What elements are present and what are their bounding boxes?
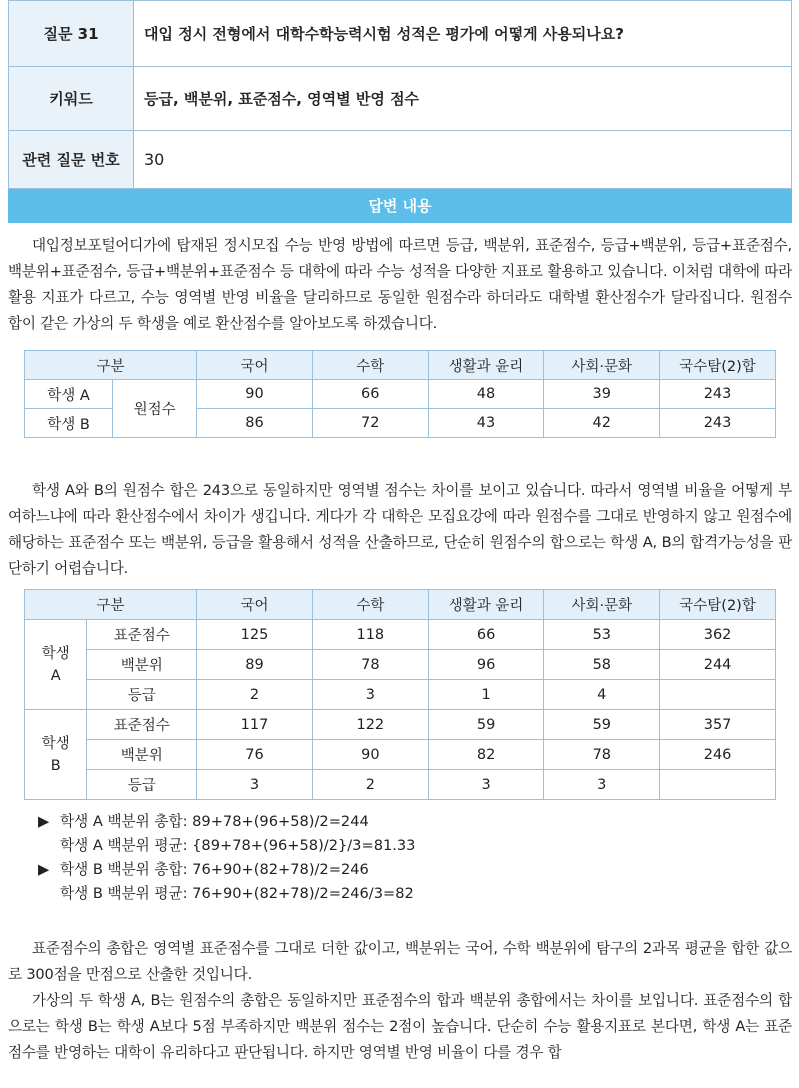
triangle-marker-icon: ▶ [38,861,50,878]
table-cell: 89 [197,650,313,680]
calc-line-b-average: 학생 B 백분위 평균: 76+90+(82+78)/2=246/3=82 [60,885,414,902]
conclusion-paragraph-text: 가상의 두 학생 A, B는 원점수의 총합은 동일하지만 표준점수의 합과 백분위 총합에서는 차이를 보입니다. 표준점수의 합으로는 학생 B는 학생 A보다 5점 부족하지만 백분위 점수는 2점이 높습니다. 단순히 수능 활용지표로 본다면, 학생 A는 표준점수를 반영하는 대학이 유리하다고 판단됩니다. 하지만 영역별 반영 비율이 다를 경우 합 [8,992,792,1061]
table-cell: 78 [544,740,660,770]
student-b-label-line2: B [50,757,61,774]
table-cell: 42 [544,409,660,438]
raw-score-table [24,350,776,438]
conclusion-paragraph [8,988,792,1066]
table2-header-ethics: 생활과 윤리 [428,590,544,620]
table-cell: 243 [660,409,776,438]
score-type-label: 등급 [87,770,197,800]
table-row [25,680,776,710]
keyword-label: 키워드 [9,67,134,131]
table-cell [660,770,776,800]
score-detail-table [24,589,776,800]
table-row [25,620,776,650]
score-type-label: 백분위 [87,740,197,770]
table2-header-math: 수학 [312,590,428,620]
percentile-calculation-list [38,810,415,906]
table-cell: 3 [544,770,660,800]
table2-header-total: 국수탐(2)합 [660,590,776,620]
score-type-label: 원점수 [113,380,197,438]
table2-header-society: 사회·문화 [544,590,660,620]
calc-line-a-total [38,810,415,834]
table-cell: 58 [544,650,660,680]
score-type-label: 백분위 [87,650,197,680]
table-cell: 246 [660,740,776,770]
table-cell: 2 [312,770,428,800]
table-cell: 59 [428,710,544,740]
question-header-table [8,0,792,189]
score-type-label: 표준점수 [87,620,197,650]
table1-header-ethics: 생활과 윤리 [428,351,544,380]
intro-paragraph-text: 대입정보포털어디가에 탑재된 정시모집 수능 반영 방법에 따르면 등급, 백분위, 표준점수, 등급+백분위, 등급+표준점수, 백분위+표준점수, 등급+백분위+표준점수 등 대학에 따라 수능 성적을 다양한 지표로 활용하고 있습니다. 이처럼 대학에 따라 활용 지표가 다르고, 수능 영역별 반영 비율을 달리하므로 동일한 원점수라 하더라도 대학별 환산점수가 달라집니다. 원점수 합이 같은 가상의 두 학생을 예로 환산점수를 알아보도록 하겠습니다. [8,237,792,332]
table-cell: 82 [428,740,544,770]
table-cell: 1 [428,680,544,710]
comparison-paragraph-text: 학생 A와 B의 원점수 합은 243으로 동일하지만 영역별 점수는 차이를 보이고 있습니다. 따라서 영역별 비율을 어떻게 부여하느냐에 따라 환산점수에서 차이가 생깁니다. 게다가 각 대학은 모집요강에 따라 원점수를 그대로 반영하지 않고 원점수에 해당하는 표준점수 또는 백분위, 등급을 활용해서 성적을 산출하므로, 단순히 원점수의 합으로는 학생 A, B의 합격가능성을 판단하기 어렵습니다. [8,482,792,577]
table-cell: 86 [197,409,313,438]
table1-header-society: 사회·문화 [544,351,660,380]
student-label: 학생 B [25,409,113,438]
table-row [25,770,776,800]
table-cell: 78 [312,650,428,680]
table-cell: 3 [312,680,428,710]
student-b-label [25,710,87,800]
table1-header-category: 구분 [25,351,197,380]
table2-header-category: 구분 [25,590,197,620]
calc-b-total-text: 학생 B 백분위 총합: 76+90+(82+78)/2=246 [60,861,369,878]
table-cell: 90 [312,740,428,770]
table-cell: 122 [312,710,428,740]
table-cell: 53 [544,620,660,650]
table-cell: 3 [428,770,544,800]
table-cell: 243 [660,380,776,409]
table-cell: 66 [312,380,428,409]
table-cell: 4 [544,680,660,710]
question-title: 대입 정시 전형에서 대학수학능력시험 성적은 평가에 어떻게 사용되나요? [134,1,792,67]
table1-header-math: 수학 [312,351,428,380]
calc-line-a-average: 학생 A 백분위 평균: {89+78+(96+58)/2}/3=81.33 [60,837,416,854]
question-number-label: 질문 31 [9,1,134,67]
summary-paragraph-text: 표준점수의 총합은 영역별 표준점수를 그대로 더한 값이고, 백분위는 국어, 수학 백분위에 탐구의 2과목 평균을 합한 값으로 300점을 만점으로 산출한 것입니다. [8,940,792,983]
score-type-label: 표준점수 [87,710,197,740]
table-cell: 76 [197,740,313,770]
table-cell [660,680,776,710]
table-cell: 244 [660,650,776,680]
table2-header-korean: 국어 [197,590,313,620]
student-a-label [25,620,87,710]
calc-a-total-text: 학생 A 백분위 총합: 89+78+(96+58)/2=244 [60,813,369,830]
table-cell: 43 [428,409,544,438]
table1-header-korean: 국어 [197,351,313,380]
table-row [25,740,776,770]
table1-header-total: 국수탐(2)합 [660,351,776,380]
student-a-label-line1: 학생 [41,645,70,662]
table-cell: 362 [660,620,776,650]
table-cell: 48 [428,380,544,409]
student-a-label-line2: A [50,667,61,684]
table-cell: 90 [197,380,313,409]
table-cell: 117 [197,710,313,740]
table-row [25,650,776,680]
answer-section-header: 답변 내용 [8,189,792,223]
table-cell: 72 [312,409,428,438]
intro-paragraph [8,233,792,337]
score-type-label: 등급 [87,680,197,710]
related-question-number: 30 [134,131,792,189]
table-cell: 3 [197,770,313,800]
table-cell: 59 [544,710,660,740]
table-cell: 125 [197,620,313,650]
comparison-paragraph [8,478,792,582]
summary-paragraph [8,936,792,988]
table-cell: 39 [544,380,660,409]
keywords: 등급, 백분위, 표준점수, 영역별 반영 점수 [134,67,792,131]
table-cell: 96 [428,650,544,680]
table-cell: 2 [197,680,313,710]
table-row [25,710,776,740]
student-label: 학생 A [25,380,113,409]
table-row [25,380,776,409]
calc-line-b-total [38,858,415,882]
table-cell: 118 [312,620,428,650]
table-cell: 66 [428,620,544,650]
related-question-label: 관련 질문 번호 [9,131,134,189]
student-b-label-line1: 학생 [41,735,70,752]
table-cell: 357 [660,710,776,740]
triangle-marker-icon: ▶ [38,813,50,830]
